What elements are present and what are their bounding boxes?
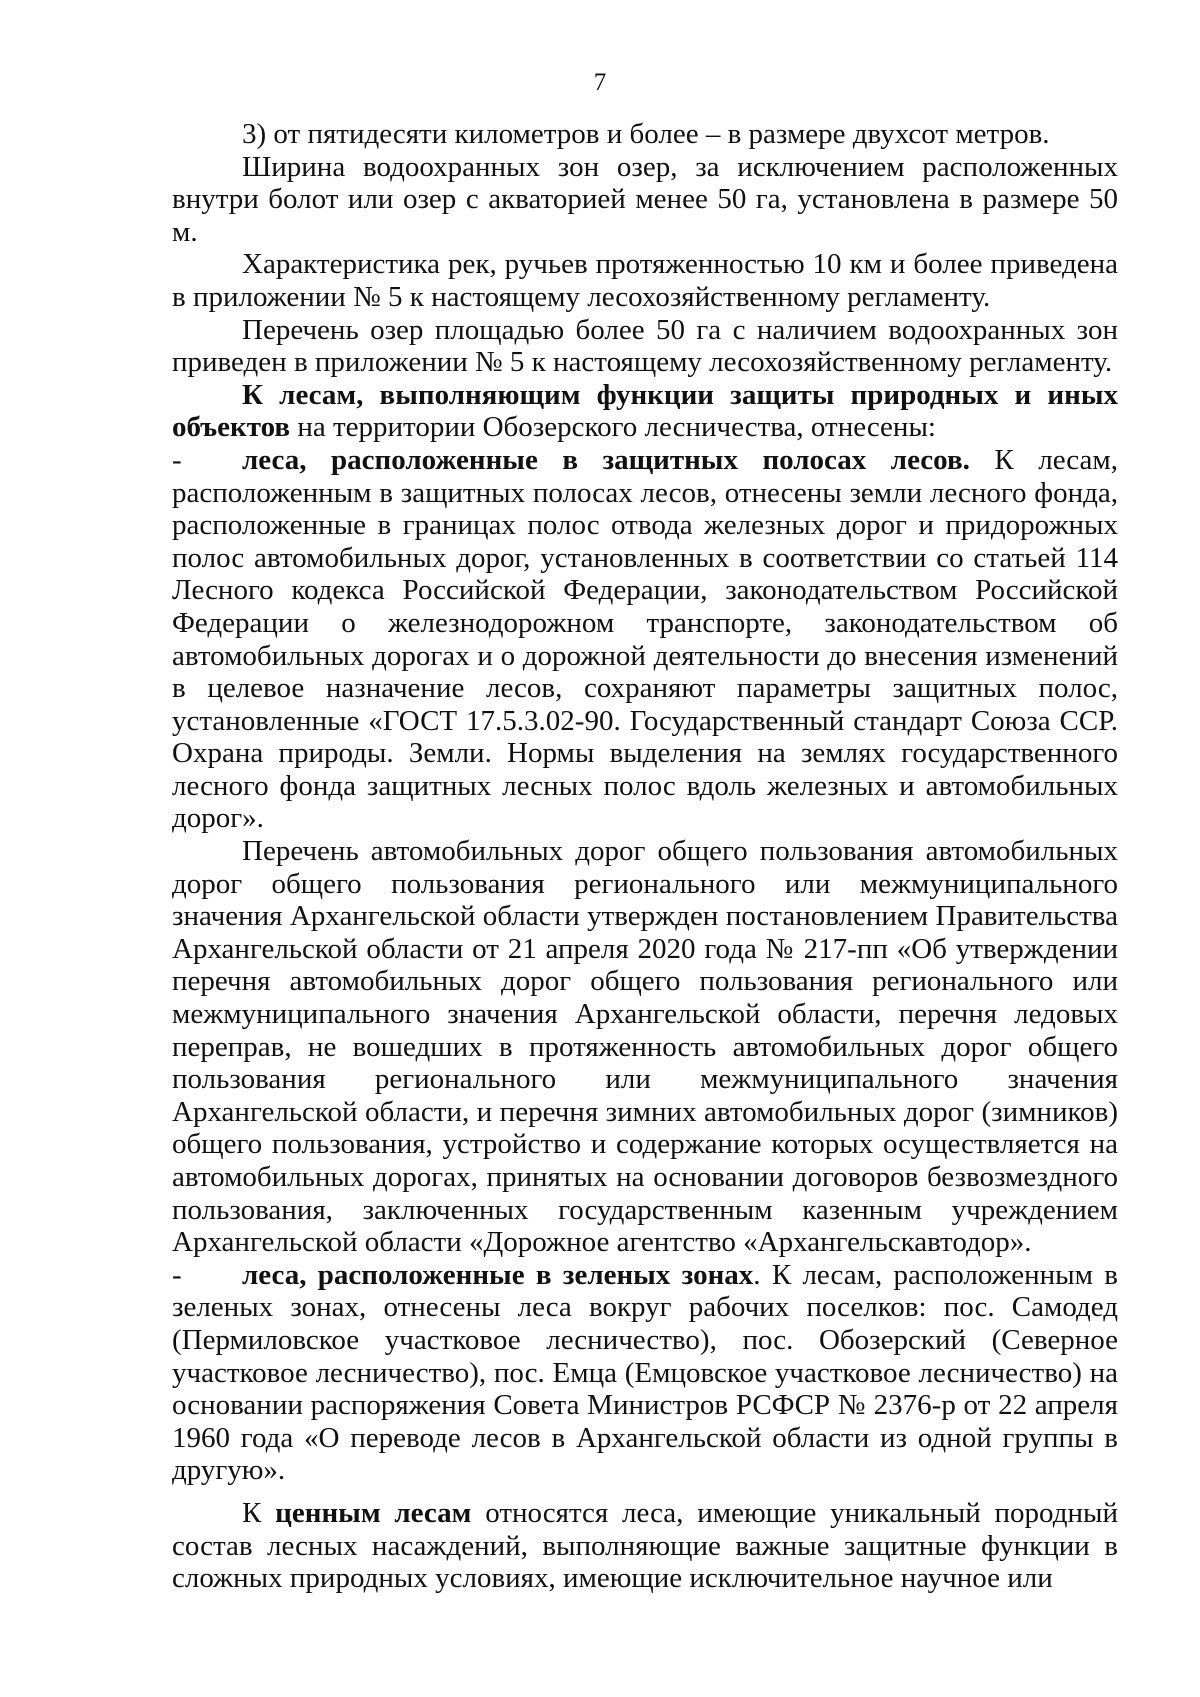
page-number: 7	[593, 69, 607, 96]
paragraph-distance-rule: 3) от пятидесяти километров и более – в размере двухсот метров.	[242, 118, 1050, 150]
document-body	[172, 118, 1118, 1595]
paragraph-roads-list: Перечень автомобильных дорог общего пользования автомобильных дорог общего пользования регионального или межмуниципального значения Архангельской области утвержден постановлением Правительства Архангельской области от 21 апреля 2020 года № 217-пп «Об утверждении перечня автомобильных дорог общего пользования регионального или межмуниципального значения Архангельской области, перечня ледовых переправ, не вошедших в протяженность автомобильных дорог общего пользования регионального или межмуниципального значения Архангельской области, и перечня зимних автомобильных дорог (зимников) общего пользования, устройство и содержание которых осуществляется на автомобильных дорогах, принятых на основании договоров безвозмездного пользования, заключенных государственным казенным учреждением Архангельской области «Дорожное агентство «Архангельскавтодор».	[172, 835, 1118, 1259]
protective-strips-heading: леса, расположенные в защитных полосах лесов.	[242, 443, 970, 476]
protective-strips-text: К лесам, расположенным в защитных полосах лесов, отнесены земли лесного фонда, расположенные в границах полос отвода железных дорог и придорожных полос автомобильных дорог, установленных в соответствии со статьей 114 Лесного кодекса Российской Федерации, законодательством Российской Федерации о железнодорожном транспорте, законодательством об автомобильных дорогах и о дорожной деятельности до внесения изменений в целевое назначение лесов, сохраняют параметры защитных полос, установленные «ГОСТ 17.5.3.02-90. Государственный стандарт Союза ССР. Охрана природы. Земли. Нормы выделения на землях государственного лесного фонда защитных лесных полос вдоль железных и автомобильных дорог».	[172, 443, 1118, 835]
protective-forests-text: на территории Обозерского лесничества, отнесены:	[290, 411, 936, 444]
paragraph-rivers-characteristics: Характеристика рек, ручьев протяженностью 10 км и более приведена в приложении № 5 к настоящему лесохозяйственному регламенту.	[172, 248, 1118, 313]
valuable-forests-heading: ценным лесам	[275, 1496, 472, 1529]
paragraph-lakes-list: Перечень озер площадью более 50 га с наличием водоохранных зон приведен в приложении № 5 к настоящему лесохозяйственному регламенту.	[172, 313, 1118, 379]
green-zones-heading: леса, расположенные в зеленых зонах	[242, 1258, 754, 1291]
valuable-forests-text: относятся леса, имеющие уникальный породный состав лесных насаждений, выполняющие важные защитные функции в сложных природных условиях, имеющие исключительное научное или	[172, 1496, 1119, 1595]
list-item-green-zones	[172, 1259, 1118, 1487]
paragraph-valuable-forests	[172, 1497, 1118, 1595]
list-dash: -	[172, 1258, 182, 1291]
paragraph-protective-forests	[172, 379, 1118, 444]
protective-forests-heading: К лесам, выполняющим функции защиты природных и иных объектов	[172, 378, 1118, 444]
paragraph-lake-zone-width: Ширина водоохранных зон озер, за исключением расположенных внутри болот или озер с акваторией менее 50 га, установлена в размере 50 м.	[172, 150, 1118, 248]
list-item-protective-strips	[172, 444, 1118, 835]
list-dash: -	[172, 443, 182, 476]
valuable-forests-lead: К	[242, 1496, 276, 1529]
green-zones-text: . К лесам, расположенным в зеленых зонах, отнесены леса вокруг рабочих поселков: пос. Самодед (Пермиловское участковое лесничество), пос. Обозерский (Северное участковое лесничество), пос. Емца (Емцовское участковое лесничество) на основании распоряжения Совета Министров РСФСР № 2376-р от 22 апреля 1960 года «О переводе лесов в Архангельской области из одной группы в другую».	[172, 1258, 1118, 1487]
